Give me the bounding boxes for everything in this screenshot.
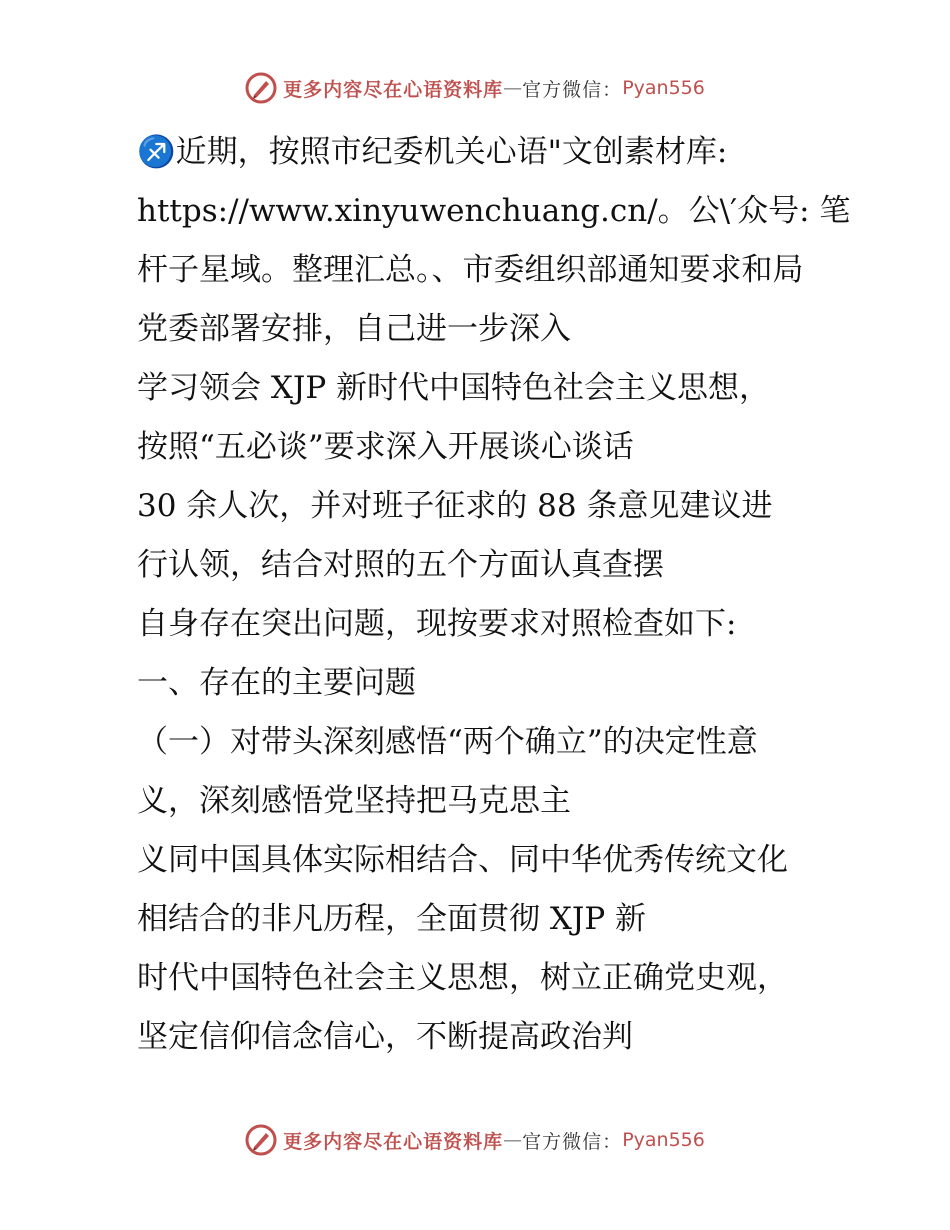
banner-wechat-handle: Pyan556: [622, 1129, 705, 1151]
pen-logo-icon: [245, 1124, 277, 1156]
text-line: （一）对带头深刻感悟“两个确立”的决定性意: [137, 724, 758, 760]
paragraph: [97, 713, 857, 831]
banner-wechat-label: 官方微信：: [522, 78, 623, 101]
banner-promo-text: 更多内容尽在心语资料库: [283, 78, 504, 101]
paragraph: [97, 359, 857, 477]
text-line: 自身存在突出问题，现按要求对照检查如下:: [137, 606, 737, 642]
text-line: 30 余人次，并对班子征求的 88 条意见建议进: [137, 488, 773, 524]
text-line: 坚定信仰信念信心，不断提高政治判: [137, 1019, 633, 1055]
pen-logo-icon: [245, 72, 277, 104]
text-line: 时代中国特色社会主义思想，树立正确党史观，: [137, 960, 788, 996]
banner-dash: —: [503, 1129, 523, 1151]
text-line: 义，深刻感悟党坚持把马克思主: [137, 783, 571, 819]
text-line: 行认领，结合对照的五个方面认真查摆: [137, 547, 664, 583]
paragraph: [97, 477, 857, 595]
text-line: 一、存在的主要问题: [137, 665, 416, 701]
text-line: 杆子星域。整理汇总。、市委组织部通知要求和局: [137, 252, 804, 288]
paragraph: [97, 831, 857, 949]
text-line: 相结合的非凡历程，全面贯彻 XJP 新: [137, 901, 647, 937]
document-body: [97, 123, 857, 1067]
paragraph: [97, 595, 857, 654]
header-banner: [0, 72, 950, 104]
paragraph: [97, 654, 857, 713]
text-line: ♐近期，按照市纪委机关心语"文创素材库:: [137, 134, 728, 170]
banner-promo-text: 更多内容尽在心语资料库: [283, 1130, 504, 1153]
banner-wechat-handle: Pyan556: [622, 77, 705, 99]
paragraph: [97, 949, 857, 1067]
text-line: 学习领会 XJP 新时代中国特色社会主义思想，: [137, 370, 771, 406]
text-line: 按照“五必谈”要求深入开展谈心谈话: [137, 429, 634, 465]
text-line: 义同中国具体实际相结合、同中华优秀传统文化: [137, 842, 788, 878]
text-line: https://www.xinyuwenchuang.cn/。公\′众号: 笔: [137, 193, 851, 229]
paragraph: [97, 123, 857, 359]
banner-dash: —: [503, 77, 523, 99]
banner-wechat-label: 官方微信：: [522, 1130, 623, 1153]
footer-banner: [0, 1124, 950, 1156]
text-line: 党委部署安排，自己进一步深入: [137, 311, 571, 347]
